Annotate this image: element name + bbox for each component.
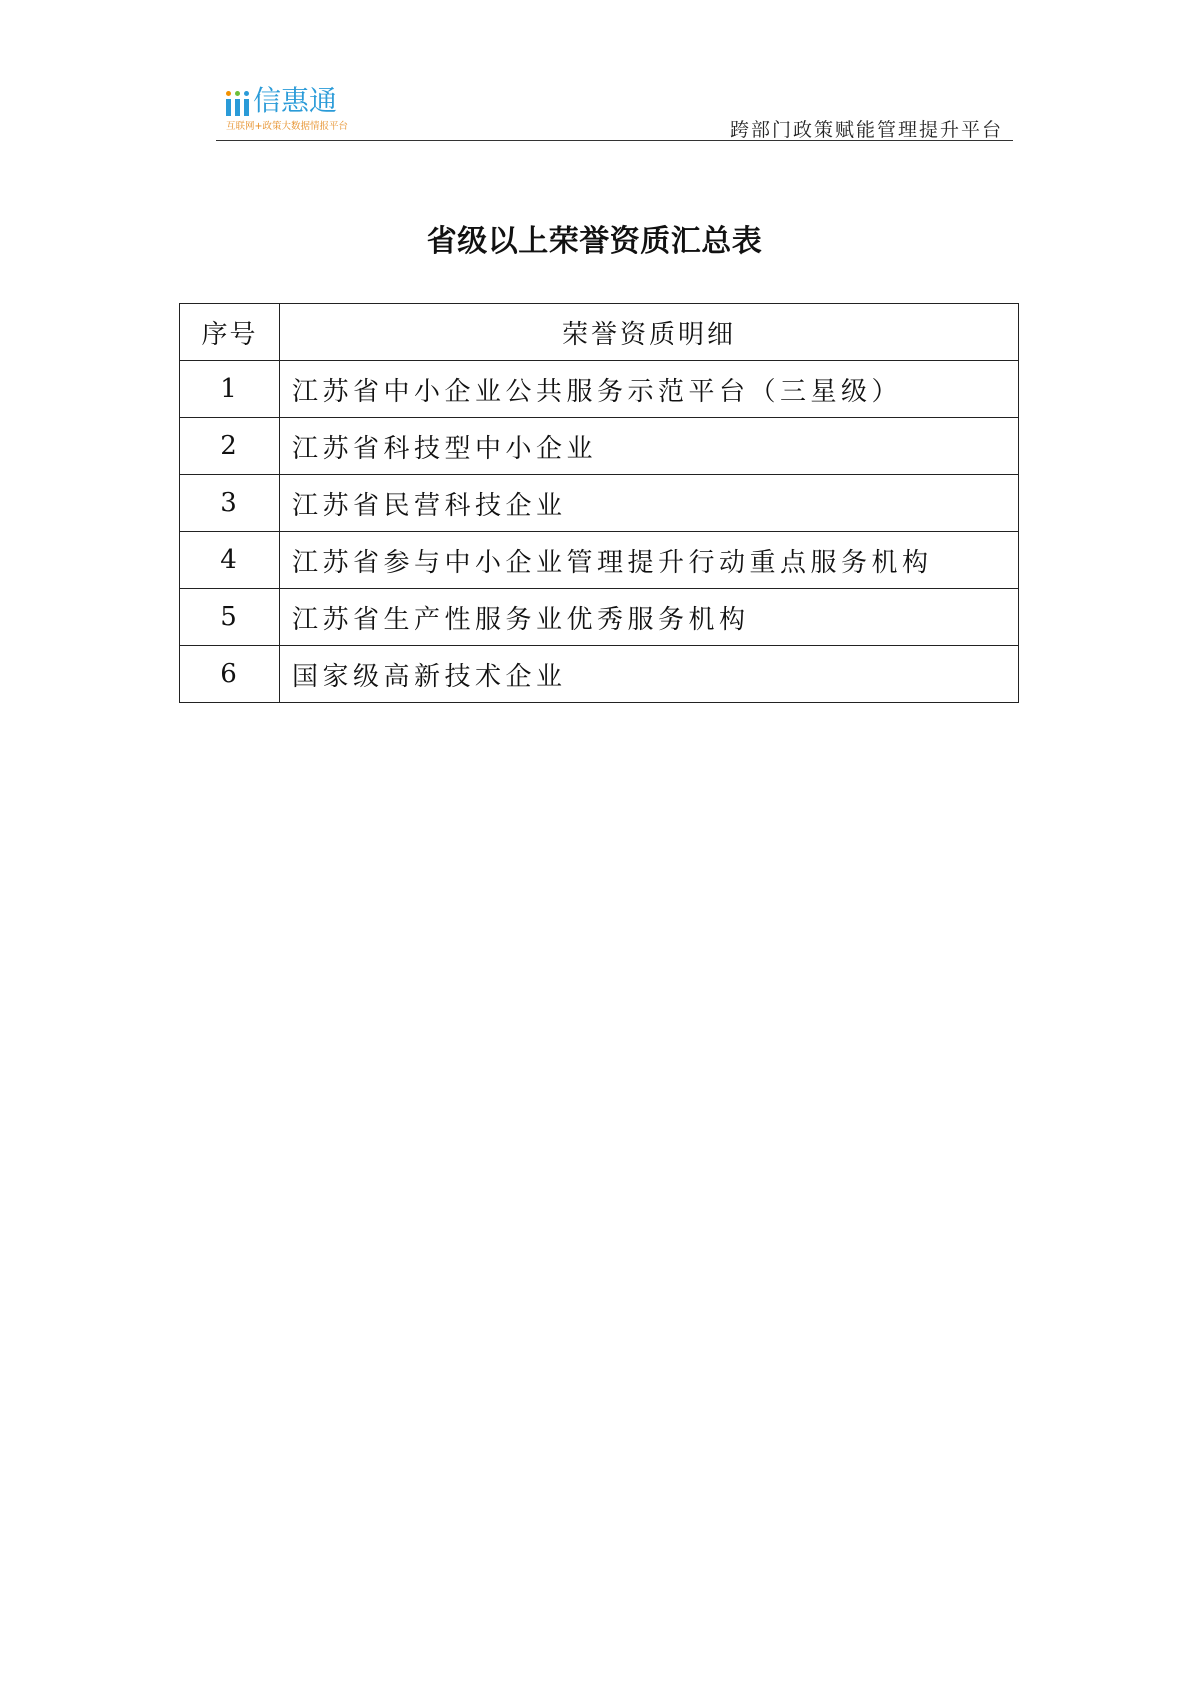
logo-dot-green	[235, 91, 240, 96]
logo-bar-2	[235, 99, 240, 116]
page-header	[216, 80, 1013, 141]
column-header-no: 序号	[180, 304, 280, 361]
document-title: 省级以上荣誉资质汇总表	[426, 224, 763, 259]
row-number: 2	[180, 418, 280, 475]
row-number: 1	[180, 361, 280, 418]
table-header-row	[180, 304, 1019, 361]
logo-bar-3	[244, 99, 249, 116]
table-row	[180, 475, 1019, 532]
honors-table	[179, 303, 1019, 703]
table-row	[180, 418, 1019, 475]
logo-text: 信惠通	[253, 84, 338, 117]
table-row	[180, 589, 1019, 646]
platform-name: 跨部门政策赋能管理提升平台	[729, 119, 1003, 141]
column-header-detail: 荣誉资质明细	[280, 304, 1019, 361]
logo-subtitle: 互联网+政策大数据情报平台	[226, 121, 348, 132]
honor-detail: 江苏省民营科技企业	[280, 475, 1019, 532]
row-number: 3	[180, 475, 280, 532]
honor-detail: 江苏省中小企业公共服务示范平台（三星级）	[280, 361, 1019, 418]
row-number: 5	[180, 589, 280, 646]
honor-detail: 国家级高新技术企业	[280, 646, 1019, 703]
logo-dot-blue	[244, 91, 249, 96]
honor-detail: 江苏省参与中小企业管理提升行动重点服务机构	[280, 532, 1019, 589]
row-number: 6	[180, 646, 280, 703]
logo-bars-icon	[226, 99, 249, 116]
logo-bar-1	[226, 99, 231, 116]
table-row	[180, 361, 1019, 418]
honor-detail: 江苏省生产性服务业优秀服务机构	[280, 589, 1019, 646]
brand-logo	[226, 84, 348, 132]
honor-detail: 江苏省科技型中小企业	[280, 418, 1019, 475]
table-row	[180, 532, 1019, 589]
logo-mark	[226, 84, 348, 116]
row-number: 4	[180, 532, 280, 589]
table-row	[180, 646, 1019, 703]
logo-dot-orange	[226, 91, 231, 96]
